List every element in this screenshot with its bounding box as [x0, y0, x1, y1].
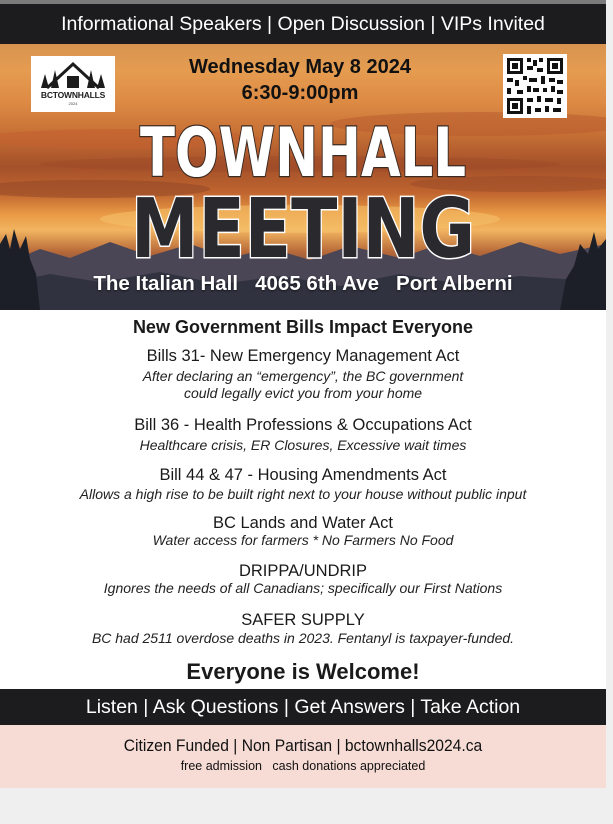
bill-title: SAFER SUPPLY	[241, 611, 365, 629]
bill-description: Allows a high rise to be built right next to your house without public input	[79, 486, 527, 502]
event-date: Wednesday May 8 2024	[189, 56, 411, 78]
welcome-text: Everyone is Welcome!	[186, 659, 420, 684]
bill-description: After declaring an “emergency”, the BC government	[142, 368, 464, 384]
event-time: 6:30-9:00pm	[241, 82, 359, 104]
bill-description: Healthcare crisis, ER Closures, Excessive wait times	[139, 437, 467, 453]
title-townhall: TOWNHALL	[140, 114, 466, 193]
event-venue: The Italian Hall 4065 6th Ave Port Alberni	[93, 272, 513, 295]
bill-description: Water access for farmers * No Farmers No Food	[152, 532, 454, 548]
logo-text: BCTOWNHALLS	[40, 90, 106, 100]
footer-sub: free admission cash donations appreciated	[180, 759, 426, 773]
top-banner: Informational Speakers | Open Discussion | VIPs Invited	[0, 4, 606, 44]
section-headline: New Government Bills Impact Everyone	[132, 317, 474, 337]
bill-title: Bills 31- New Emergency Management Act	[146, 347, 460, 365]
bill-title: Bill 36 - Health Professions & Occupations Act	[134, 416, 472, 434]
event-title	[0, 44, 606, 310]
bill-title: DRIPPA/UNDRIP	[238, 562, 368, 580]
bill-description: BC had 2511 overdose deaths in 2023. Fentanyl is taxpayer-funded.	[91, 630, 515, 646]
bottom-banner: Listen | Ask Questions | Get Answers | Take Action	[0, 689, 606, 725]
footer	[0, 725, 606, 788]
bill-title: Bill 44 & 47 - Housing Amendments Act	[159, 466, 447, 484]
title-meeting: MEETING	[131, 182, 475, 277]
bill-description: Ignores the needs of all Canadians; specifically our First Nations	[103, 580, 503, 596]
bill-title: BC Lands and Water Act	[212, 514, 394, 532]
bill-description: could legally evict you from your home	[183, 385, 423, 401]
logo-year: 2024	[68, 101, 78, 106]
hero-section	[0, 44, 606, 310]
footer-main: Citizen Funded | Non Partisan | bctownhalls2024.ca	[123, 736, 483, 755]
